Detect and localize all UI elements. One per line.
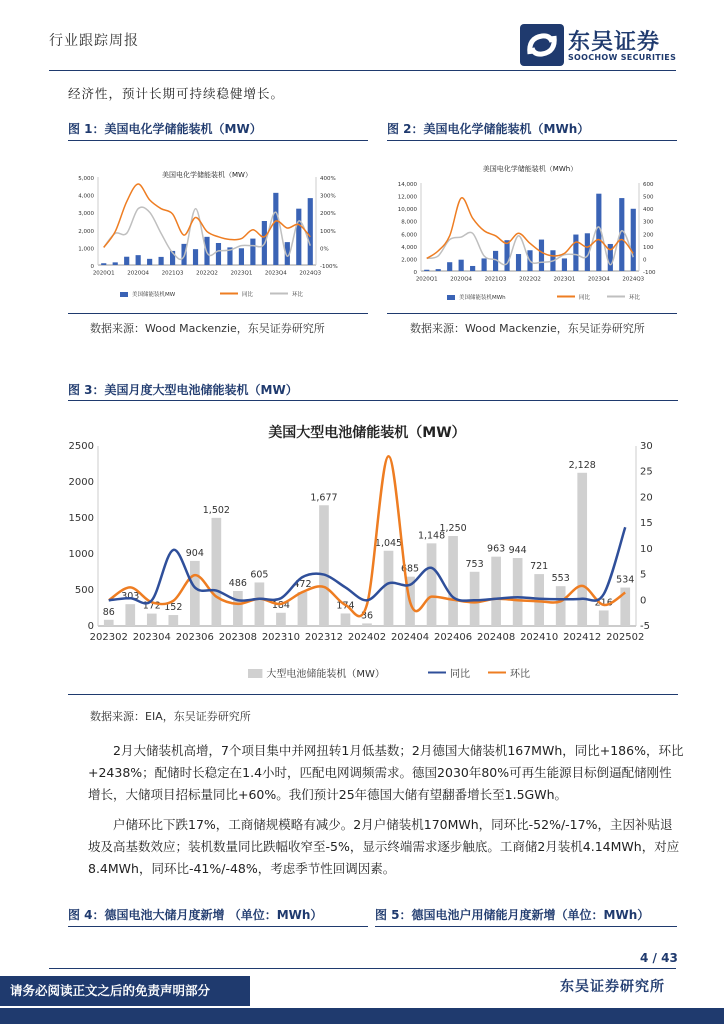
bar-2020Q1 (101, 263, 106, 265)
y-tick-left: 2000 (68, 477, 94, 488)
y-tick-left: 0 (413, 270, 417, 276)
data-label-202306: 904 (185, 547, 204, 559)
data-label-202407: 753 (465, 558, 484, 570)
x-tick-202410: 202410 (520, 632, 559, 643)
bar-202402 (362, 623, 372, 626)
logo-cn-text: 东吴证券 (568, 30, 661, 55)
y-tick-right: 200% (320, 211, 336, 218)
bar-2020Q3 (124, 257, 129, 265)
chart-title: 美国电化学储能装机（MW） (162, 171, 252, 179)
bar-202406 (448, 536, 458, 626)
y-tick-left: 1500 (68, 513, 94, 524)
fig4-top-rule (68, 926, 368, 927)
bar-2021Q1 (147, 259, 152, 265)
fig1-chart (68, 141, 368, 313)
paragraph-1-text: 2月大储装机高增，7个项目集中并网扭转1月低基数；2月德国大储装机167MWh，同比+186%，环比+2438%；配储时长稳定在1.4小时，匹配电网调频需求。德国2030年80%可再生能源目标倒逼配储刚性增长，大储项目招标量同比+60%。我们预计25年德国大储有望翻番增长至1.5GWh。 (88, 743, 684, 802)
paragraph-2-text: 户储环比下跌17%，工商储规模略有减少。2月户储装机170MWh，同环比-52%/-17%，主因补贴退坡及高基数效应；装机数量同比跌幅收窄至-5%，显示终端需求逐步触底。工商储2月装机4.14MWh，对应8.4MWh，同环比-41%/-48%，考虑季节性回调因素。 (88, 817, 680, 876)
footer-divider (49, 968, 676, 969)
fig3-chart-box (68, 400, 678, 695)
legend-label-bars: 美国储能装机MWh (459, 295, 506, 301)
data-label-202404: 685 (400, 563, 420, 575)
y-tick-right: 10 (640, 543, 653, 555)
y-tick-left: 0 (90, 264, 94, 270)
data-label-202406: 1,250 (439, 523, 467, 534)
header-divider (49, 70, 676, 71)
y-tick-left: 1,000 (78, 246, 94, 253)
bar-2024Q3 (308, 198, 313, 265)
fig2-chart (387, 141, 677, 313)
y-tick-right: 300 (643, 219, 654, 226)
data-label-202502: 534 (616, 574, 635, 586)
x-tick-202502: 202502 (606, 632, 645, 643)
bar-2020Q3 (447, 262, 452, 271)
x-tick-2021Q3: 2021Q3 (484, 276, 507, 283)
y-tick-right: 200 (643, 232, 654, 239)
footer-org: 东吴证券研究所 (560, 979, 665, 995)
x-tick-2023Q1: 2023Q1 (230, 270, 253, 277)
x-tick-2022Q2: 2022Q2 (519, 276, 541, 283)
y-tick-left: 10,000 (397, 207, 417, 214)
x-tick-2024Q3: 2024Q3 (299, 270, 322, 277)
bar-202407 (470, 572, 480, 626)
x-tick-2022Q2: 2022Q2 (196, 270, 218, 277)
fig1-title: 图 1：美国电化学储能装机（MW） (68, 122, 262, 136)
y-tick-right: 400 (643, 207, 654, 214)
fig4-title: 图 4：德国电池大储月度新增 （单位：MWh） (68, 908, 323, 922)
y-tick-right: -100% (320, 264, 338, 270)
company-logo (520, 24, 680, 66)
x-tick-2023Q4: 2023Q4 (587, 276, 610, 283)
footer-bar (0, 1008, 724, 1024)
y-tick-left: 5,000 (78, 176, 94, 182)
data-label-202312: 1,677 (310, 492, 338, 504)
bar-2023Q4 (273, 193, 278, 265)
bar-202302 (104, 620, 114, 626)
fig3-title: 图 3：美国月度大型电池储能装机（MW） (68, 383, 298, 397)
logo-en-text: SOOCHOW SECURITIES (568, 53, 677, 62)
legend-label-yoy: 同比 (242, 292, 254, 298)
data-label-202304: 172 (142, 600, 161, 612)
y-tick-left: 8,000 (401, 219, 417, 226)
data-label-202403: 1,045 (374, 537, 403, 549)
legend-label-bars: 美国储能装机MW (132, 292, 176, 298)
bar-202403 (384, 551, 394, 626)
bar-2022Q1 (193, 249, 198, 265)
legend-label-bars: 大型电池储能装机（MW） (266, 669, 385, 680)
bar-2024Q3 (631, 209, 636, 271)
x-tick-2020Q1: 2020Q1 (415, 276, 438, 283)
bar-2023Q2 (573, 235, 578, 271)
fig5-title: 图 5：德国电池户用储能月度新增（单位：MWh） (375, 908, 650, 922)
y-tick-left: 2500 (68, 441, 94, 452)
data-label-202308: 486 (228, 578, 247, 590)
data-label-202405: 1,148 (417, 530, 446, 542)
fig3-chart (68, 401, 678, 694)
data-label-202310: 184 (271, 599, 290, 611)
data-label-202307: 1,502 (202, 504, 230, 516)
x-tick-202412: 202412 (563, 632, 602, 643)
bar-2020Q2 (113, 262, 118, 265)
bar-2022Q3 (216, 243, 221, 265)
legend-swatch-bars (248, 669, 262, 678)
y-tick-left: 12,000 (397, 194, 417, 201)
data-label-202501: 216 (594, 597, 613, 609)
y-tick-left: 2,000 (401, 257, 417, 264)
fig1-source: 数据来源：Wood Mackenzie，东吴证券研究所 (90, 322, 325, 335)
data-label-202411: 553 (551, 573, 570, 585)
y-tick-left: 4,000 (78, 193, 94, 200)
bar-202310 (276, 613, 286, 626)
y-tick-right: -100 (643, 270, 656, 276)
x-tick-202306: 202306 (175, 632, 214, 643)
y-tick-right: 0 (643, 257, 647, 264)
y-tick-right: 300% (320, 193, 336, 200)
bar-2021Q2 (482, 258, 487, 271)
paragraph-2 (88, 814, 684, 880)
logo-mark-icon (520, 24, 564, 66)
bar-2020Q4 (459, 260, 464, 271)
x-tick-202404: 202404 (390, 632, 430, 643)
y-tick-right: 5 (640, 569, 647, 581)
legend-label-yoy: 同比 (579, 295, 591, 301)
x-tick-202302: 202302 (89, 632, 128, 643)
bar-2021Q2 (159, 257, 164, 265)
intro-text: 经济性，预计长期可持续稳健增长。 (68, 86, 285, 101)
x-tick-2020Q1: 2020Q1 (92, 270, 115, 277)
bar-202309 (255, 582, 265, 626)
bar-202411 (556, 586, 566, 626)
x-tick-2024Q3: 2024Q3 (622, 276, 645, 283)
bar-202303 (125, 604, 135, 626)
legend-label-mom: 环比 (629, 295, 641, 301)
legend-swatch-bars (447, 295, 455, 300)
y-tick-left: 6,000 (401, 232, 417, 239)
bar-202405 (427, 543, 437, 626)
y-tick-right: 100 (643, 244, 654, 251)
bar-202306 (190, 561, 200, 626)
x-tick-202304: 202304 (132, 632, 171, 643)
x-tick-202308: 202308 (218, 632, 257, 643)
series-line-mom (109, 456, 625, 616)
legend-label-mom: 环比 (292, 292, 304, 298)
y-tick-right: 25 (640, 466, 653, 478)
bar-202304 (147, 614, 157, 626)
bar-2020Q4 (136, 255, 141, 265)
y-tick-right: -5 (640, 621, 650, 632)
fig2-title: 图 2：美国电化学储能装机（MWh） (387, 122, 590, 136)
bar-202308 (233, 591, 243, 626)
bar-2020Q1 (424, 270, 429, 271)
data-label-202402: 36 (360, 610, 374, 622)
x-tick-202310: 202310 (261, 632, 301, 643)
data-label-202409: 944 (508, 545, 527, 557)
bar-2020Q2 (436, 269, 441, 271)
data-label-202303: 303 (121, 591, 140, 603)
header-category: 行业跟踪周报 (49, 33, 139, 49)
x-tick-2020Q4: 2020Q4 (127, 270, 150, 277)
disclaimer-banner: 请务必阅读正文之后的免责声明部分 (0, 976, 250, 1006)
y-tick-left: 500 (74, 585, 94, 596)
bar-202501 (599, 610, 609, 626)
bar-202409 (513, 558, 523, 626)
y-tick-right: 30 (640, 441, 653, 452)
x-tick-2023Q1: 2023Q1 (553, 276, 576, 283)
fig2-source: 数据来源：Wood Mackenzie，东吴证券研究所 (410, 322, 645, 335)
fig1-chart-box (68, 140, 368, 314)
bar-202408 (491, 557, 501, 626)
y-tick-right: 100% (320, 228, 336, 235)
bar-2022Q1 (516, 254, 521, 271)
chart-title: 美国大型电池储能装机（MW） (268, 425, 466, 441)
data-label-202401: 174 (336, 600, 355, 612)
y-tick-left: 14,000 (397, 182, 417, 188)
bar-202412 (577, 473, 587, 626)
bar-2023Q1 (239, 248, 244, 265)
bar-2023Q2 (250, 239, 255, 265)
y-tick-right: 15 (640, 518, 653, 530)
y-tick-left: 1000 (68, 549, 94, 560)
bar-202401 (341, 613, 351, 626)
legend-label-mom: 环比 (510, 669, 530, 680)
bar-2024Q2 (296, 209, 301, 265)
x-tick-2021Q3: 2021Q3 (161, 270, 184, 277)
y-tick-left: 4,000 (401, 244, 417, 251)
chart-title: 美国电化学储能装机（MWh） (482, 165, 578, 173)
bar-202307 (212, 518, 222, 626)
y-tick-right: 0 (640, 595, 647, 607)
x-tick-202406: 202406 (433, 632, 473, 643)
x-tick-2020Q4: 2020Q4 (450, 276, 473, 283)
y-tick-left: 0 (87, 621, 94, 632)
fig3-source: 数据来源：EIA，东吴证券研究所 (90, 710, 251, 723)
legend-label-yoy: 同比 (450, 669, 470, 680)
page-number: 4 / 43 (640, 951, 678, 965)
bar-2021Q1 (470, 266, 475, 271)
y-tick-right: 400% (320, 176, 336, 182)
y-tick-right: 0% (320, 246, 329, 253)
x-tick-2023Q4: 2023Q4 (264, 270, 287, 277)
bar-2023Q1 (562, 258, 567, 271)
x-tick-202408: 202408 (477, 632, 516, 643)
y-tick-right: 20 (640, 492, 653, 504)
data-label-202305: 152 (164, 602, 183, 614)
data-label-202311: 472 (293, 579, 312, 591)
data-label-202410: 721 (530, 561, 549, 573)
legend-swatch-bars (120, 292, 128, 297)
y-tick-right: 500 (643, 194, 654, 201)
series-line-yoy (427, 198, 634, 259)
y-tick-left: 3,000 (78, 211, 94, 218)
y-tick-right: 600 (643, 182, 654, 188)
bar-2021Q4 (504, 240, 509, 271)
data-label-202408: 963 (487, 543, 506, 555)
paragraph-1 (88, 740, 684, 806)
bar-202305 (168, 615, 178, 626)
x-tick-202312: 202312 (304, 632, 344, 643)
bar-202312 (319, 505, 329, 626)
bar-202311 (298, 592, 308, 626)
y-tick-left: 2,000 (78, 228, 94, 235)
bar-2022Q3 (539, 240, 544, 271)
data-label-202309: 605 (250, 569, 269, 581)
data-label-202412: 2,128 (568, 459, 596, 471)
series-line-mom (104, 207, 311, 259)
x-tick-202402: 202402 (347, 632, 387, 643)
fig5-top-rule (375, 926, 677, 927)
data-label-202302: 86 (102, 606, 115, 618)
fig2-chart-box (387, 140, 677, 314)
